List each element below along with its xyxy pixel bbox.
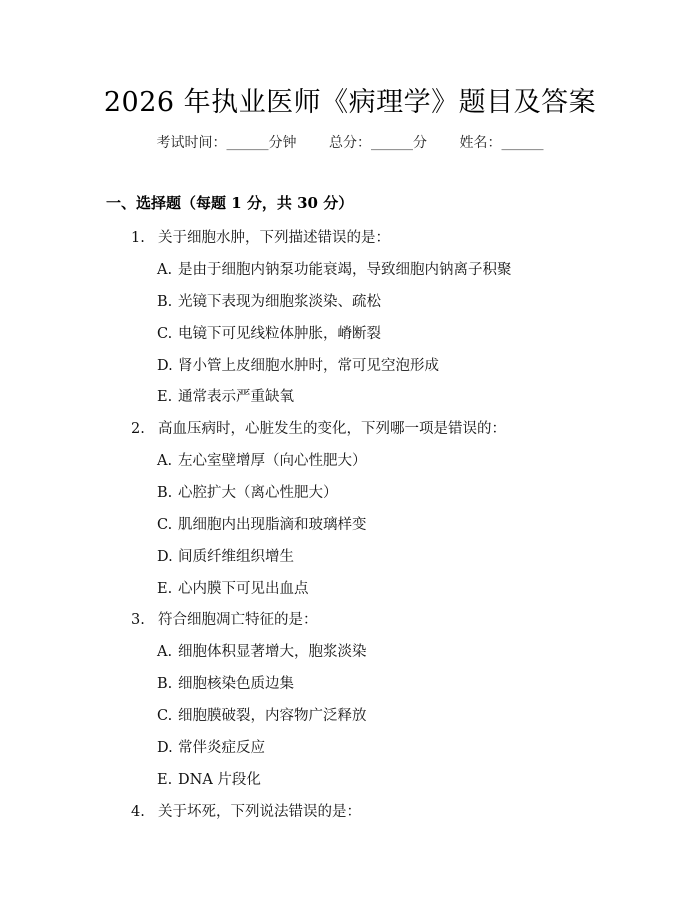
option-text: 心腔扩大（离心性肥大）	[178, 485, 338, 501]
question-text: 高血压病时，心脏发生的变化，下列哪一项是错误的：	[158, 421, 506, 437]
option-letter: A.	[157, 262, 173, 278]
question-text: 关于细胞水肿，下列描述错误的是：	[158, 230, 390, 246]
option-letter: E.	[157, 772, 173, 788]
option-text: 左心室壁增厚（向心性肥大）	[178, 453, 367, 469]
option-letter: C.	[157, 517, 173, 533]
option-text: 通常表示严重缺氧	[178, 389, 294, 405]
option-text: 细胞膜破裂，内容物广泛释放	[178, 708, 367, 724]
question-1-option-c	[157, 322, 381, 343]
option-letter: D.	[157, 549, 173, 565]
option-text: 电镜下可见线粒体肿胀，嵴断裂	[178, 326, 381, 342]
question-2-option-c	[157, 513, 367, 534]
exam-time-field: 考试时间：______分钟	[156, 135, 297, 151]
question-1-option-a	[157, 258, 512, 279]
option-text: 常伴炎症反应	[178, 740, 265, 756]
question-number: 3.	[131, 612, 145, 628]
question-2-option-b	[157, 481, 338, 502]
question-3-option-e	[157, 768, 261, 789]
option-letter: B.	[157, 485, 173, 501]
option-text: 光镜下表现为细胞浆淡染、疏松	[178, 294, 381, 310]
question-4	[131, 800, 361, 821]
exam-meta	[0, 132, 700, 152]
option-text: 细胞核染色质边集	[178, 676, 294, 692]
option-letter: D.	[157, 740, 173, 756]
document-title: 2026 年执业医师《病理学》题目及答案	[103, 87, 597, 118]
question-3-option-a	[157, 640, 367, 661]
option-letter: E.	[157, 581, 173, 597]
question-2	[131, 417, 506, 438]
question-3	[131, 608, 318, 629]
option-text: 肾小管上皮细胞水肿时，常可见空泡形成	[178, 358, 439, 374]
option-text: 肌细胞内出现脂滴和玻璃样变	[178, 517, 367, 533]
option-letter: C.	[157, 708, 173, 724]
question-text: 符合细胞凋亡特征的是：	[158, 612, 318, 628]
option-letter: D.	[157, 358, 173, 374]
question-1-option-e	[157, 385, 294, 406]
question-2-option-a	[157, 449, 367, 470]
total-score-field: 总分：______分	[329, 135, 427, 151]
question-3-option-c	[157, 704, 367, 725]
question-2-option-d	[157, 545, 294, 566]
option-text: 细胞体积显著增大，胞浆淡染	[178, 644, 367, 660]
question-3-option-d	[157, 736, 265, 757]
option-letter: E.	[157, 389, 173, 405]
question-2-option-e	[157, 577, 309, 598]
question-text: 关于坏死，下列说法错误的是：	[158, 804, 361, 820]
section-heading: 一、选择题（每题 1 分，共 30 分）	[106, 194, 354, 212]
option-text: 心内膜下可见出血点	[178, 581, 309, 597]
option-letter: A.	[157, 644, 173, 660]
option-letter: B.	[157, 676, 173, 692]
option-text: 间质纤维组织增生	[178, 549, 294, 565]
question-1-option-b	[157, 290, 381, 311]
option-text: DNA 片段化	[178, 772, 261, 788]
option-letter: A.	[157, 453, 173, 469]
option-text: 是由于细胞内钠泵功能衰竭，导致细胞内钠离子积聚	[178, 262, 512, 278]
question-1	[131, 226, 390, 247]
name-field: 姓名：______	[459, 135, 544, 151]
question-number: 1.	[131, 230, 145, 246]
option-letter: C.	[157, 326, 173, 342]
question-1-option-d	[157, 354, 439, 375]
question-number: 2.	[131, 421, 145, 437]
question-3-option-b	[157, 672, 294, 693]
option-letter: B.	[157, 294, 173, 310]
question-number: 4.	[131, 804, 145, 820]
